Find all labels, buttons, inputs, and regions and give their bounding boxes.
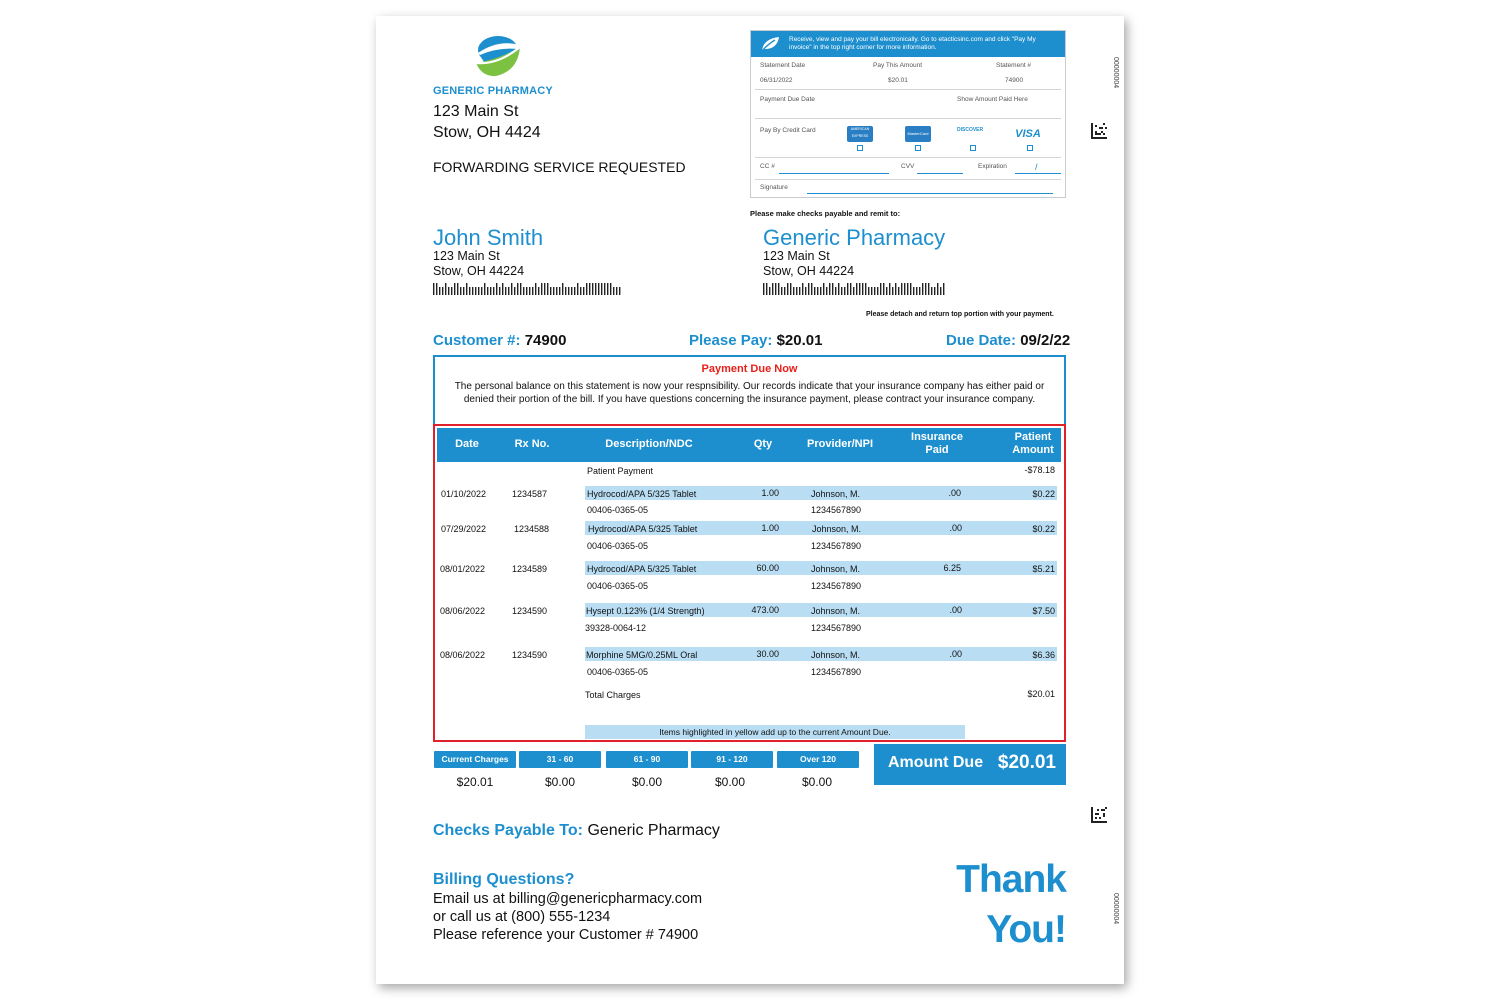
aging-91-120-value: $0.00 xyxy=(714,775,746,789)
row-insurance-paid: .00 xyxy=(949,649,962,659)
col-patient-amount xyxy=(995,431,1071,457)
expiration-slash: / xyxy=(1035,162,1038,172)
datamatrix-bottom-icon xyxy=(1091,807,1107,823)
billing-phone-line: or call us at (800) 555-1234 xyxy=(433,909,611,925)
expiration-input[interactable] xyxy=(1015,173,1061,174)
aging-61-90-value: $0.00 xyxy=(631,775,663,789)
remit-name: Generic Pharmacy xyxy=(763,225,946,250)
cc-input[interactable] xyxy=(779,173,889,174)
recipient-address-line2: Stow, OH 44224 xyxy=(433,264,525,278)
customer-number xyxy=(433,332,566,349)
row-npi: 1234567890 xyxy=(811,581,862,591)
highlight-footnote: Items highlighted in yellow add up to the current Amount Due. xyxy=(585,725,965,739)
total-charges-label: Total Charges xyxy=(585,690,641,700)
row-npi: 1234567890 xyxy=(811,623,862,633)
statement-no-value: 74900 xyxy=(1005,77,1024,84)
table-header xyxy=(437,428,1061,462)
statement-date-value: 06/31/2022 xyxy=(760,77,793,84)
aging-91-120-label: 91 - 120 xyxy=(691,751,773,768)
pay-amount-value: $20.01 xyxy=(888,77,908,84)
pharmacy-logo-icon xyxy=(474,33,522,79)
row-rx: 1234590 xyxy=(512,606,548,616)
aging-current-label: Current Charges xyxy=(434,751,516,768)
row-description: Hydrocod/APA 5/325 Tablet xyxy=(587,564,697,574)
amount-due-value: $20.01 xyxy=(997,752,1056,773)
patient-payment-amount: -$78.18 xyxy=(1024,465,1055,475)
row-description: Hydrocod/APA 5/325 Tablet xyxy=(587,489,697,499)
col-date: Date xyxy=(455,438,479,450)
amount-paid-field[interactable]: Show Amount Paid Here xyxy=(957,96,1028,103)
row-date: 08/06/2022 xyxy=(440,650,486,660)
billing-reference-line: Please reference your Customer # 74900 xyxy=(433,927,699,943)
row-provider: Johnson, M. xyxy=(812,524,862,534)
remit-barcode-icon xyxy=(763,283,947,295)
remit-address-line2: Stow, OH 44224 xyxy=(763,264,855,278)
discover-card-icon: DISCOVER xyxy=(957,126,983,142)
billing-contact xyxy=(433,890,702,944)
customer-value: 74900 xyxy=(524,332,567,349)
row-provider: Johnson, M. xyxy=(811,489,861,499)
row-ndc: 39328-0064-12 xyxy=(585,623,647,633)
amex-card-icon: AMERICAN EXPRESS xyxy=(847,126,873,142)
amount-due-label: Amount Due xyxy=(888,754,984,771)
row-description: Hysept 0.123% (1/4 Strength) xyxy=(586,606,705,616)
customer-label: Customer #: xyxy=(433,332,521,349)
side-code-bottom: 00000004 xyxy=(1112,893,1119,925)
mastercard-icon: MasterCard xyxy=(905,126,931,142)
col-description: Description/NDC xyxy=(605,438,693,450)
payment-form xyxy=(750,30,1066,198)
col-insurance-line2: Paid xyxy=(925,444,949,456)
sender-address-line2: Stow, OH 4424 xyxy=(433,124,541,141)
please-pay-label: Please Pay: xyxy=(689,332,773,349)
row-date: 08/01/2022 xyxy=(440,564,486,574)
aging-over-120-label: Over 120 xyxy=(777,751,859,768)
row-provider: Johnson, M. xyxy=(811,606,861,616)
total-charges-amount: $20.01 xyxy=(1027,689,1055,699)
row-ndc: 00406-0365-05 xyxy=(587,581,649,591)
recipient-address-line1: 123 Main St xyxy=(433,249,500,263)
row-patient-amount: $0.22 xyxy=(1032,489,1055,499)
remit-note: Please make checks payable and remit to: xyxy=(750,209,901,218)
aging-61-90-label: 61 - 90 xyxy=(606,751,688,768)
sender-address-line1: 123 Main St xyxy=(433,103,519,120)
signature-input[interactable] xyxy=(807,193,1053,194)
row-npi: 1234567890 xyxy=(811,667,862,677)
row-date: 08/06/2022 xyxy=(440,606,486,616)
charges-table xyxy=(433,424,1066,742)
leaf-icon xyxy=(759,35,781,53)
row-ndc: 00406-0365-05 xyxy=(587,505,649,515)
forwarding-note: FORWARDING SERVICE REQUESTED xyxy=(433,159,686,175)
row-rx: 1234587 xyxy=(512,489,548,499)
detach-note: Please detach and return top portion with your payment. xyxy=(866,311,1054,318)
amount-due-box xyxy=(874,744,1066,785)
row-npi: 1234567890 xyxy=(811,541,862,551)
row-ndc: 00406-0365-05 xyxy=(587,667,649,677)
checks-payable xyxy=(433,822,720,840)
discover-checkbox[interactable] xyxy=(970,145,976,151)
checks-payable-value: Generic Pharmacy xyxy=(587,822,720,839)
row-qty: 473.00 xyxy=(751,605,779,615)
statement-date-label: Statement Date xyxy=(760,62,806,69)
col-patient-line2: Amount xyxy=(1012,444,1054,456)
aging-31-60-label: 31 - 60 xyxy=(519,751,601,768)
col-patient-line1: Patient xyxy=(1014,431,1052,443)
visa-card-icon: VISA xyxy=(1015,128,1041,140)
amex-checkbox[interactable] xyxy=(857,145,863,151)
thank-you-line1: Thank xyxy=(956,858,1066,901)
row-patient-amount: $6.36 xyxy=(1032,650,1055,660)
thank-you xyxy=(940,855,1066,955)
datamatrix-top-icon xyxy=(1091,123,1107,139)
please-pay xyxy=(689,332,822,349)
row-date: 01/10/2022 xyxy=(441,489,487,499)
patient-payment-label: Patient Payment xyxy=(587,466,654,476)
cvv-input[interactable] xyxy=(917,173,963,174)
remit-address-line1: 123 Main St xyxy=(763,249,830,263)
row-patient-amount: $7.50 xyxy=(1032,606,1055,616)
cc-label: CC # xyxy=(760,163,775,170)
row-rx: 1234588 xyxy=(514,524,550,534)
col-rx: Rx No. xyxy=(514,438,550,450)
signature-label: Signature xyxy=(760,184,788,191)
row-provider: Johnson, M. xyxy=(811,650,861,660)
row-rx: 1234589 xyxy=(512,564,548,574)
payment-notice xyxy=(433,355,1066,425)
row-provider: Johnson, M. xyxy=(811,564,861,574)
col-insurance-line1: Insurance xyxy=(911,431,963,443)
col-qty: Qty xyxy=(753,438,773,450)
recipient-barcode-icon xyxy=(433,283,623,295)
row-qty: 1.00 xyxy=(761,523,779,533)
billing-questions-title: Billing Questions? xyxy=(433,871,575,888)
row-qty: 30.00 xyxy=(756,649,779,659)
row-insurance-paid: .00 xyxy=(949,523,962,533)
aging-31-60-value: $0.00 xyxy=(544,775,576,789)
due-date-label: Due Date: xyxy=(946,332,1017,349)
statement-no-label: Statement # xyxy=(996,62,1032,69)
thank-you-line2: You! xyxy=(986,908,1066,951)
due-date xyxy=(946,332,1070,349)
payment-due-label: Payment Due Date xyxy=(760,96,815,103)
notice-body: The personal balance on this statement is now your respnsibility. Our records indicate that your insurance company has either paid or denied their portion of the bill. If you have questions concerning the insurance payment, please contract your insurance company. xyxy=(454,381,1045,405)
cvv-label: CVV xyxy=(901,163,915,170)
billing-email-line: Email us at billing@genericpharmacy.com xyxy=(433,891,703,907)
expiration-label: Expiration xyxy=(978,163,1007,170)
row-insurance-paid: .00 xyxy=(948,488,961,498)
due-date-value: 09/2/22 xyxy=(1020,332,1071,349)
notice-title: Payment Due Now xyxy=(701,363,798,375)
row-npi: 1234567890 xyxy=(811,505,862,515)
mastercard-checkbox[interactable] xyxy=(915,145,921,151)
visa-checkbox[interactable] xyxy=(1027,145,1033,151)
recipient-name: John Smith xyxy=(433,225,544,250)
row-qty: 1.00 xyxy=(761,488,779,498)
col-provider: Provider/NPI xyxy=(806,438,874,450)
aging-over-120-value: $0.00 xyxy=(801,775,833,789)
payment-form-header-text: Receive, view and pay your bill electronically. Go to etacticsinc.com and click "Pay My invoice" in the top right corner for more information. xyxy=(789,36,1036,51)
row-qty: 60.00 xyxy=(756,563,779,573)
row-insurance-paid: .00 xyxy=(949,605,962,615)
row-insurance-paid: 6.25 xyxy=(943,563,961,573)
row-date: 07/29/2022 xyxy=(441,524,487,534)
row-ndc: 00406-0365-05 xyxy=(587,541,649,551)
side-code-top: 00000004 xyxy=(1112,57,1119,89)
row-rx: 1234590 xyxy=(512,650,548,660)
row-patient-amount: $5.21 xyxy=(1032,564,1055,574)
checks-payable-label: Checks Payable To: xyxy=(433,822,583,839)
credit-card-label: Pay By Credit Card xyxy=(760,127,816,134)
pay-amount-label: Pay This Amount xyxy=(873,62,923,69)
payment-form-header xyxy=(751,31,1065,57)
row-description: Hydrocod/APA 5/325 Tablet xyxy=(588,524,698,534)
aging-current-value: $20.01 xyxy=(456,775,494,789)
sender-brand: GENERIC PHARMACY xyxy=(433,85,553,97)
row-patient-amount: $0.22 xyxy=(1032,524,1055,534)
please-pay-value: $20.01 xyxy=(776,332,823,349)
col-insurance-paid xyxy=(899,431,975,457)
row-description: Morphine 5MG/0.25ML Oral xyxy=(586,650,698,660)
